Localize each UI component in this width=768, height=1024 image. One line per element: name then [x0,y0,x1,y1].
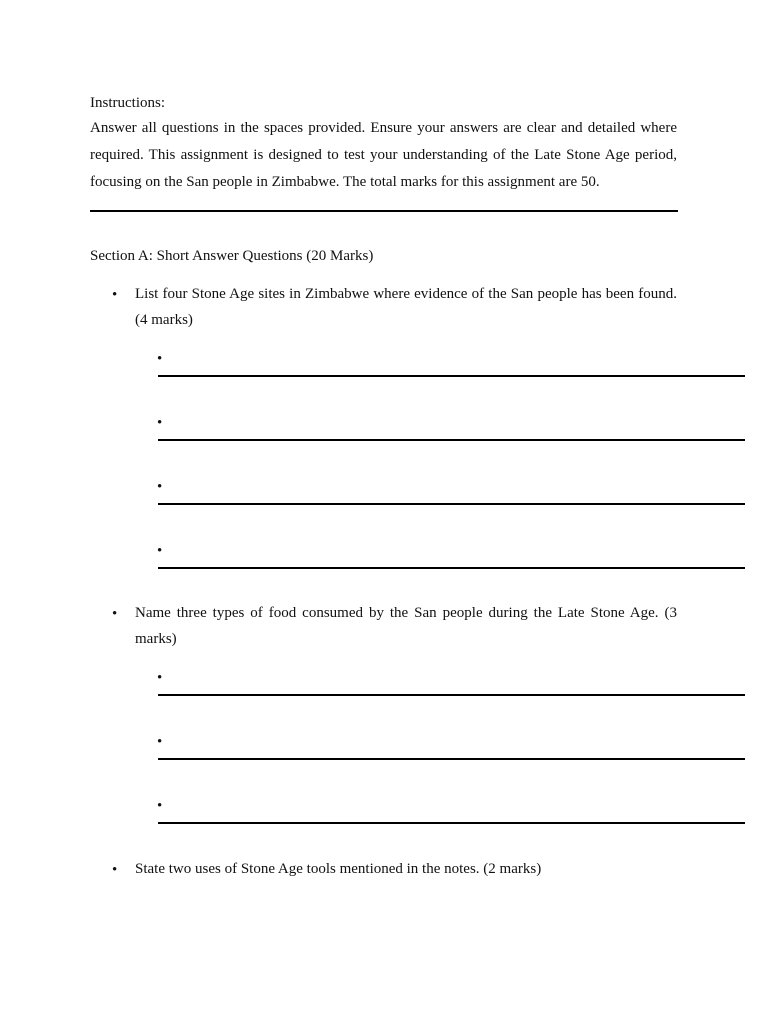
answer-line-1-1[interactable] [158,375,745,377]
answer-bullet: • [157,543,163,559]
answer-bullet: • [157,670,163,686]
answer-line-1-2[interactable] [158,439,745,441]
answer-bullet: • [157,734,163,750]
answer-line-2-1[interactable] [158,694,745,696]
question-3-text: State two uses of Stone Age tools mentioned in the notes. (2 marks) [135,861,542,877]
instructions-body: Answer all questions in the spaces provided. Ensure your answers are clear and detailed where required. This assignment is designed to test your understanding of the Late Stone Age period, focusing on the San people in Zimbabwe. The total marks for this assignment are 50. [90,120,677,190]
question-bullet: • [112,606,118,622]
answer-line-1-3[interactable] [158,503,745,505]
question-bullet: • [112,287,118,303]
answer-bullet: • [157,351,163,367]
question-bullet: • [112,862,118,878]
instructions-heading: Instructions: [90,95,165,111]
section-a-title: Section A: Short Answer Questions (20 Marks) [90,248,374,264]
answer-bullet: • [157,798,163,814]
question-2-text: Name three types of food consumed by the San people during the Late Stone Age. (3 marks) [135,605,677,647]
answer-line-2-2[interactable] [158,758,745,760]
answer-line-2-3[interactable] [158,822,745,824]
answer-bullet: • [157,479,163,495]
answer-bullet: • [157,415,163,431]
answer-line-1-4[interactable] [158,567,745,569]
divider-line [90,210,678,212]
question-1-text: List four Stone Age sites in Zimbabwe where evidence of the San people has been found. (4 marks) [135,286,677,328]
